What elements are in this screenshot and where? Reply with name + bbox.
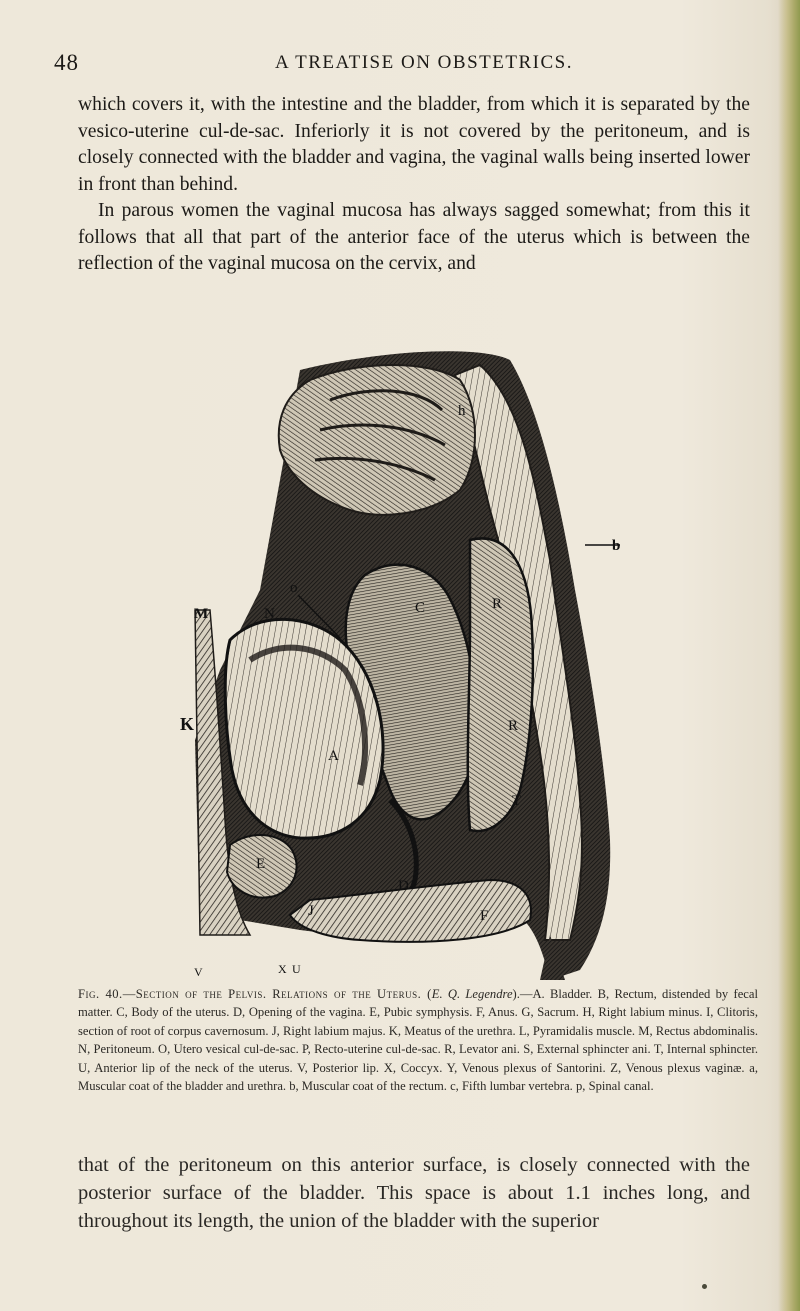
- figure-label-j: J: [308, 903, 314, 919]
- figure-label-r1: R: [492, 596, 503, 612]
- figure-label-n: N: [264, 606, 275, 622]
- figure-label-c: C: [415, 600, 426, 616]
- figure-title: —Section of the Pelvis. Relations of the Uterus. (: [122, 987, 432, 1001]
- page-edge-discoloration: [778, 0, 800, 1311]
- figure-label-k: K: [180, 714, 195, 734]
- ink-speck: [702, 1284, 707, 1289]
- figure-label-u: U: [292, 962, 301, 976]
- figure-attribution: E. Q. Legendre: [431, 987, 513, 1001]
- figure-label-f: F: [480, 908, 489, 924]
- top-text-block: [78, 92, 750, 278]
- figure-number: Fig. 40.: [78, 987, 123, 1001]
- figure-caption: [78, 985, 758, 1095]
- figure-label-m: M: [194, 606, 209, 622]
- figure-label-t: T: [512, 793, 522, 809]
- figure-label-r2: R: [508, 718, 519, 734]
- figure-label-h: h: [458, 403, 466, 419]
- paragraph-continuation: which covers it, with the intestine and the bladder, from which it is separated by the vesico-uterine cul-de-sac. Inferiorly it is not covered by the peritoneum, and is closely connected with the bladder and vagina, the vaginal walls being inserted lower in front than behind.: [78, 94, 750, 195]
- pelvis-section-illustration: [180, 340, 630, 980]
- paragraph-parous-women: In parous women the vaginal mucosa has always sagged somewhat; from this it follows that all that part of the anterior face of the uterus which is between the reflection of the vaginal mucosa on the cervix, and: [78, 200, 750, 274]
- figure-label-d: D: [398, 878, 409, 894]
- figure-label-x: X: [278, 962, 287, 976]
- figure-label-e: E: [256, 856, 266, 872]
- page-header: [54, 50, 754, 80]
- paragraph-peritoneum: that of the peritoneum on this anterior surface, is closely connected with the posterior surface of the bladder. This space is about 1.1 inches long, and throughout its length, the union of the bladder with the superior: [78, 1154, 750, 1232]
- figure-label-a: A: [328, 748, 339, 764]
- page-number: 48: [54, 50, 79, 75]
- bottom-text-block: [78, 1151, 750, 1235]
- figure-label-b: b: [612, 538, 621, 554]
- figure-label-v: V: [194, 965, 203, 979]
- figure-legend: ).—A. Bladder. B, Rectum, distended by fecal matter. C, Body of the uterus. D, Opening of the vagina. E, Pubic symphysis. F, Anus. G, Sacrum. H, Right labium minus. I, Clitoris, section of root of corpus cavernosum. J, Right labium majus. K, Meatus of the urethra. L, Pyramidalis muscle. M, Rectus abdominalis. N, Peritoneum. O, Utero vesical cul-de-sac. P, Recto-uterine cul-de-sac. R, Levator ani. S, External sphincter ani. T, Internal sphincter. U, Anterior lip of the neck of the uterus. V, Posterior lip. X, Coccyx. Y, Venous plexus of Santorini. Z, Venous plexus vaginæ. a, Muscular coat of the bladder and urethra. b, Muscular coat of the rectum. c, Fifth lumbar vertebra. p, Spinal canal.: [78, 987, 758, 1094]
- figure-label-o: o: [290, 580, 298, 596]
- running-title: A TREATISE ON OBSTETRICS.: [275, 52, 573, 73]
